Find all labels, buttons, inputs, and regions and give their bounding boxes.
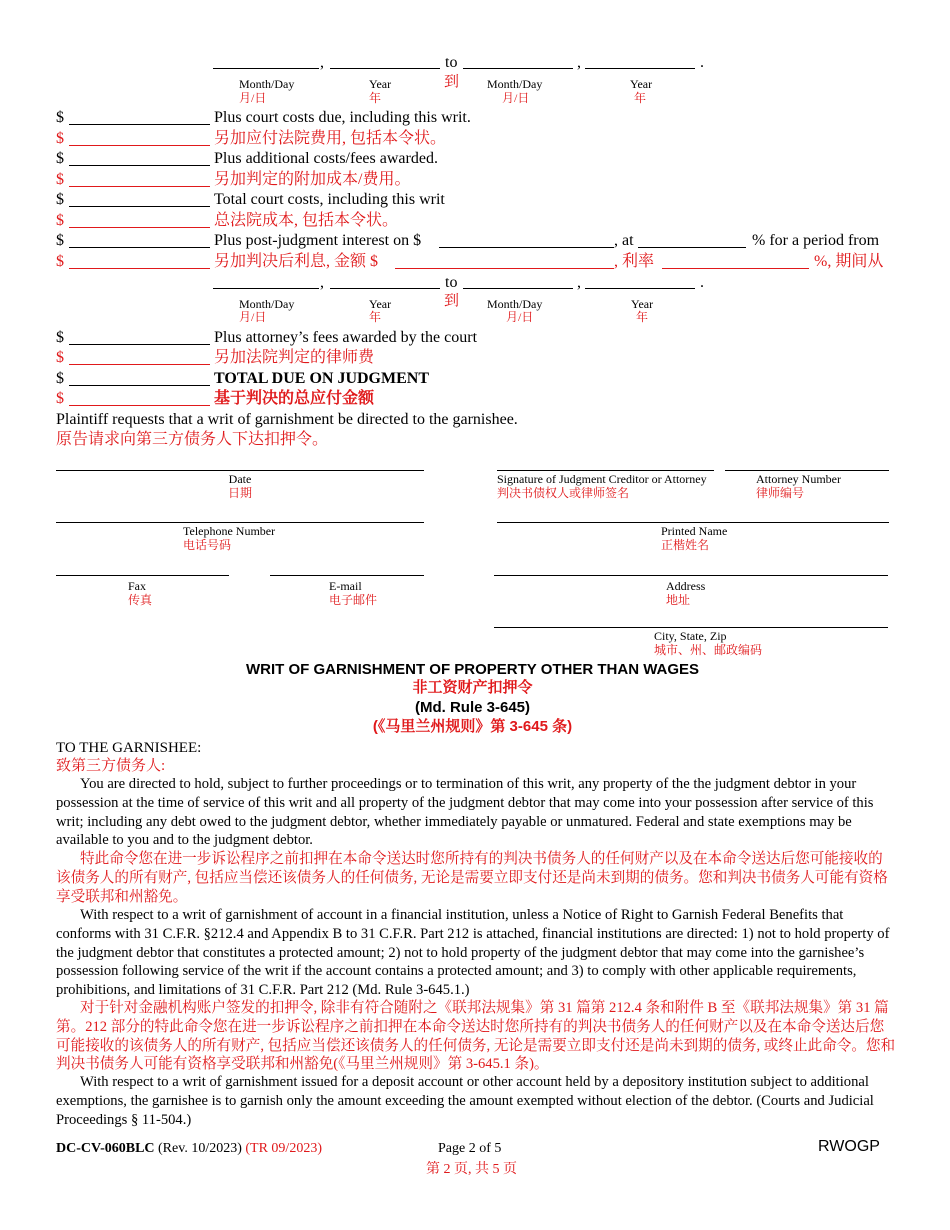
year-label-zh: 年 (369, 91, 382, 105)
writ-rule: (Md. Rule 3-645) (414, 699, 531, 716)
interest-prefix-label-zh: 另加判决后利息, 金额 $ (214, 253, 379, 270)
interest-start-month-day-field[interactable] (213, 288, 319, 289)
address-label-zh: 地址 (666, 593, 691, 607)
form-code: RWOGP (818, 1138, 880, 1155)
total-costs-label-zh: 总法院成本, 包括本令状。 (214, 212, 399, 229)
attorney-fees-label-zh: 另加法院判定的律师费 (214, 349, 375, 366)
court-costs-label-zh: 另加应付法院费用, 包括本令状。 (214, 130, 447, 147)
month-day-label-zh: 月/日 (239, 91, 267, 105)
signature-label: Signature of Judgment Creditor or Attorney (497, 472, 707, 486)
signature-field[interactable] (497, 470, 714, 471)
address-label: Address (666, 579, 706, 593)
dollar-sign-zh: $ (56, 212, 64, 229)
writ-paragraph-3: With respect to a writ of garnishment issued for a deposit account or other account held by a depository institution subject to additional exemptions, the garnishee is to garnish only the amount exceeding the amount exempted without election of the debtor. (Courts and Judicial Proceedings § 11-504.) (56, 1074, 874, 1128)
date-signature-field[interactable] (56, 470, 424, 471)
total-costs-amount-field[interactable] (69, 206, 210, 207)
interest-end-year-field[interactable] (585, 288, 695, 289)
additional-costs-amount-field[interactable] (69, 165, 210, 166)
date-comma-1: , (320, 54, 324, 71)
date-label-zh: 日期 (227, 486, 252, 500)
interest-suffix-label: % for a period from (752, 232, 880, 249)
page-number: Page 2 of 5 (438, 1141, 502, 1156)
date-label: Date (228, 472, 252, 486)
attorney-number-label: Attorney Number (756, 472, 841, 486)
email-label: E-mail (329, 579, 362, 593)
month-day-label-zh-4: 月/日 (506, 310, 534, 324)
attorney-number-field[interactable] (725, 470, 889, 471)
interest-amount-field[interactable] (69, 247, 210, 248)
to-garnishee-zh: 致第三方债务人: (56, 758, 166, 774)
writ-paragraph-1: You are directed to hold, subject to further proceedings or to termination of this writ, any property of the the judgment debtor in your possession at the time of service of this writ and all property of the judgment debtor that may come into your possession after service of this writ; including any debt owed to the judgment debtor, whether immediately payable or unmatured. Federal and state exemptions may be available to you and to the judgment debtor. (56, 776, 874, 849)
year-label-zh-4: 年 (636, 310, 649, 324)
month-day-label: Month/Day (239, 77, 295, 91)
dollar-sign: $ (56, 191, 64, 208)
month-day-label-zh-3: 月/日 (239, 310, 267, 324)
telephone-field[interactable] (56, 522, 424, 523)
year-label: Year (369, 77, 392, 91)
to-label-zh-2: 到 (444, 293, 460, 309)
court-costs-amount-field[interactable] (69, 124, 210, 125)
city-label-zh: 城市、州、邮政编码 (654, 643, 763, 657)
printed-name-label-zh: 正楷姓名 (661, 538, 710, 552)
fax-label: Fax (128, 579, 146, 593)
date-comma-4: , (577, 274, 581, 291)
footer-form-id-group (56, 1141, 322, 1157)
total-due-label-zh: 基于判决的总应付金额 (214, 390, 375, 407)
date-comma-2: , (577, 54, 581, 71)
year-label-3: Year (369, 297, 392, 311)
fax-field[interactable] (56, 575, 229, 576)
year-label-zh-3: 年 (369, 310, 382, 324)
year-label-zh-2: 年 (634, 91, 647, 105)
dollar-sign: $ (56, 150, 64, 167)
form-revision: (Rev. 10/2023) (158, 1141, 242, 1156)
dollar-sign-zh: $ (56, 390, 64, 407)
plaintiff-request: Plaintiff requests that a writ of garnishment be directed to the garnishee. (56, 411, 518, 428)
dollar-sign: $ (56, 329, 64, 346)
dollar-sign: $ (56, 232, 64, 249)
writ-paragraph-1-zh: 特此命令您在进一步诉讼程序之前扣押在本命令送达时您所持有的判决书债务人的任何财产以及在本命令送达后您可能接收的该债务人的所有财产, 包括应当偿还该债务人的任何债务, 无论是需要立即支付还是尚未到期的债务。您和判决书债务人可能有资格享受联邦和州豁免。 (56, 851, 888, 905)
additional-costs-label-zh: 另加判定的附加成本/费用。 (214, 171, 411, 188)
form-id: DC-CV-060BLC (56, 1141, 155, 1156)
interest-at-label: , at (614, 232, 634, 249)
interest-principal-field[interactable] (439, 247, 614, 248)
date-period-2: . (700, 274, 704, 291)
court-costs-label: Plus court costs due, including this writ. (214, 109, 471, 126)
interest-at-label-zh: , 利率 (614, 253, 655, 270)
interest-rate-field[interactable] (638, 247, 746, 248)
additional-costs-label: Plus additional costs/fees awarded. (214, 150, 438, 167)
to-garnishee: TO THE GARNISHEE: (56, 740, 202, 756)
to-label-1: to (445, 54, 458, 71)
month-day-label-4: Month/Day (487, 297, 543, 311)
city-state-zip-field[interactable] (494, 627, 888, 628)
attorney-fees-amount-field[interactable] (69, 344, 210, 345)
writ-paragraph-2: With respect to a writ of garnishment of account in a financial institution, unless a Notice of Right to Garnish Federal Benefits that conforms with 31 C.F.R. §212.4 and Appendix B to 31 C.F.R. Part 212 is attached, financial institutions are directed: 1) not to hold property of the judgment debtor that constitutes a protected amount; 2) not to hold property of the judgment debtor that may come into the garnishee’s possession following service of the writ if the account contains a protected amount; and 3) to comply with other applicable requirements, prohibitions, and limitations of 31 C.F.R. Part 212 (Md. Rule 3-645.1.) (56, 907, 890, 999)
year-label-4: Year (631, 297, 654, 311)
interest-end-month-day-field[interactable] (463, 288, 573, 289)
attorney-number-label-zh: 律师编号 (756, 486, 805, 500)
fax-label-zh: 传真 (128, 593, 153, 607)
date-period-1: . (700, 54, 704, 71)
interest-start-year-field[interactable] (330, 288, 440, 289)
dollar-sign-zh: $ (56, 349, 64, 366)
address-field[interactable] (494, 575, 888, 576)
writ-paragraph-2-zh: 对于针对金融机构账户签发的扣押令, 除非有符合随附之《联邦法规集》第 31 篇第 212.4 条和附件 B 至《联邦法规集》第 31 篇第。212 部分的特此命令您在进一步诉讼程序之前扣押在本命令送达时您所持有的判决书债务人的任何财产以及在本命令送达后您可能接收的该债务人的所有财产, 包括应当偿还该债务人的任何债务, 无论是需要立即支付还是尚未到期的债务, 或终止此命令。您和判决书债务人可能有资格享受联邦和州豁免(《马里兰州规则》第 3-645.1 条)。 (56, 1000, 896, 1073)
writ-rule-zh: (《马里兰州规则》第 3-645 条) (372, 718, 573, 735)
page-number-zh: 第 2 页, 共 5 页 (426, 1162, 517, 1177)
writ-title-zh: 非工资财产扣押令 (412, 679, 533, 696)
city-label: City, State, Zip (654, 629, 727, 643)
total-costs-label: Total court costs, including this writ (214, 191, 445, 208)
telephone-label-zh: 电话号码 (183, 538, 232, 552)
plaintiff-request-zh: 原告请求向第三方债务人下达扣押令。 (56, 431, 329, 448)
year-label-2: Year (630, 77, 653, 91)
date-comma-3: , (320, 274, 324, 291)
printed-name-label: Printed Name (661, 524, 728, 538)
email-field[interactable] (270, 575, 424, 576)
writ-title: WRIT OF GARNISHMENT OF PROPERTY OTHER THAN WAGES (245, 661, 700, 678)
interest-prefix-label: Plus post-judgment interest on $ (214, 232, 422, 249)
dollar-sign: $ (56, 370, 64, 387)
dollar-sign: $ (56, 109, 64, 126)
interest-suffix-label-zh: %, 期间从 (814, 253, 884, 270)
dollar-sign-zh: $ (56, 130, 64, 147)
to-label-2: to (445, 274, 458, 291)
total-due-amount-field[interactable] (69, 385, 210, 386)
signature-label-zh: 判决书债权人或律师签名 (497, 486, 630, 500)
dollar-sign-zh: $ (56, 253, 64, 270)
translation-revision: (TR 09/2023) (245, 1141, 322, 1156)
month-day-label-3: Month/Day (239, 297, 295, 311)
dollar-sign-zh: $ (56, 171, 64, 188)
month-day-label-zh-2: 月/日 (502, 91, 530, 105)
total-due-label: TOTAL DUE ON JUDGMENT (214, 370, 429, 387)
month-day-label-2: Month/Day (487, 77, 543, 91)
attorney-fees-label: Plus attorney’s fees awarded by the court (214, 329, 478, 346)
email-label-zh: 电子邮件 (329, 593, 378, 607)
telephone-label: Telephone Number (183, 524, 276, 538)
printed-name-field[interactable] (497, 522, 889, 523)
to-label-zh-1: 到 (444, 74, 460, 90)
